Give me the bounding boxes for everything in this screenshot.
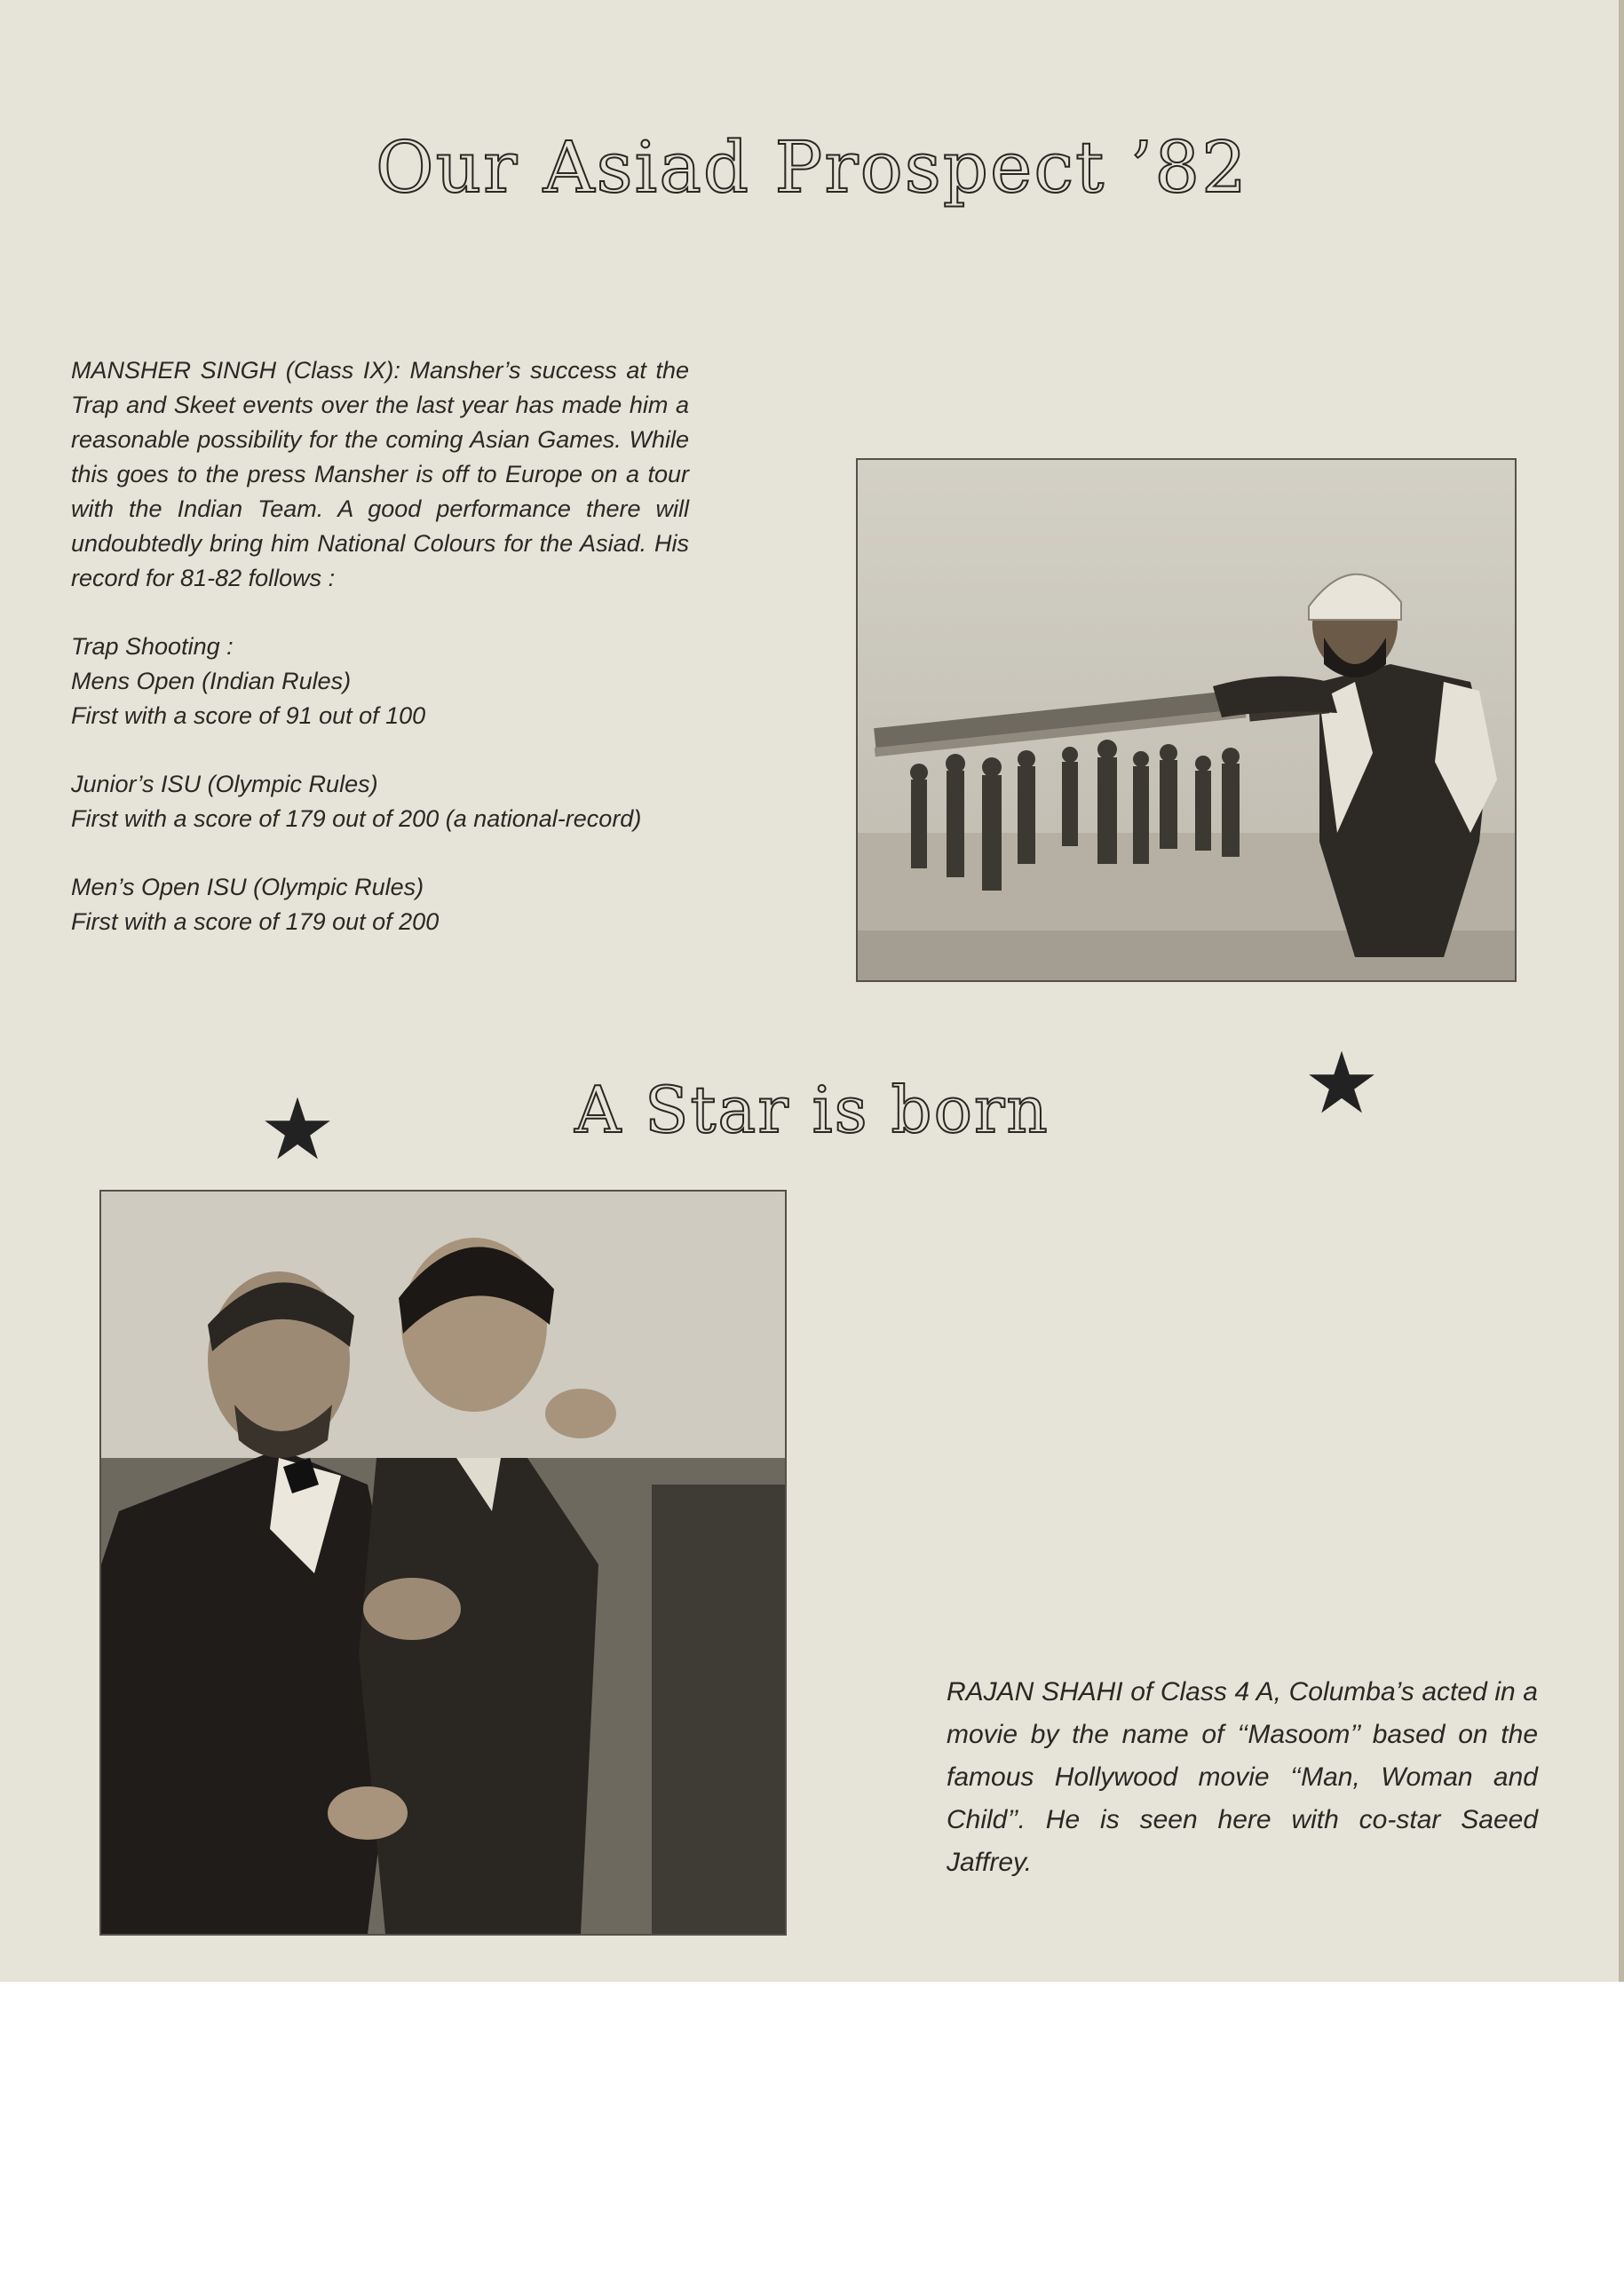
- record-1-event: Mens Open (Indian Rules): [71, 668, 352, 694]
- record-2-result: First with a score of 179 out of 200 (a national-record): [71, 805, 642, 832]
- page-edge: [1619, 0, 1624, 1982]
- record-3-event: Men’s Open ISU (Olympic Rules): [71, 874, 424, 900]
- star-icon-right: ★: [1303, 1034, 1381, 1133]
- rajan-caption: [947, 1671, 1538, 1884]
- star-icon-left: ★: [259, 1080, 337, 1179]
- record-2-event: Junior’s ISU (Olympic Rules): [71, 771, 378, 797]
- record-1-heading: Trap Shooting :: [71, 633, 234, 660]
- mansher-intro: MANSHER SINGH (Class IX): Mansher’s success at the Trap and Skeet events over the last year has made him a reasonable possibility for the coming Asian Games. While this goes to the press Mansher is off to Europe on a tour with the Indian Team. A good performance there will undoubtedly bring him National Colours for the Asiad. His record for 81-82 follows :: [71, 357, 689, 591]
- actors-illustration: [101, 1192, 785, 1934]
- actors-photo: [99, 1190, 787, 1936]
- rajan-caption-text: RAJAN SHAHI of Class 4 A, Columba’s acted in a movie by the name of ‘‘Masoom’’ based on the famous Hollywood movie ‘‘Man, Woman and Child’’. He is seen here with co-star Saeed Jaffrey.: [947, 1677, 1538, 1877]
- shooter-illustration: [858, 460, 1515, 980]
- mansher-article: [71, 353, 689, 939]
- shooter-photo: [856, 458, 1517, 982]
- record-1-result: First with a score of 91 out of 100: [71, 702, 426, 729]
- record-3-result: First with a score of 179 out of 200: [71, 908, 440, 935]
- section-title-star: A Star is born: [574, 1073, 1050, 1147]
- page-title: Our Asiad Prospect ’82: [376, 126, 1248, 209]
